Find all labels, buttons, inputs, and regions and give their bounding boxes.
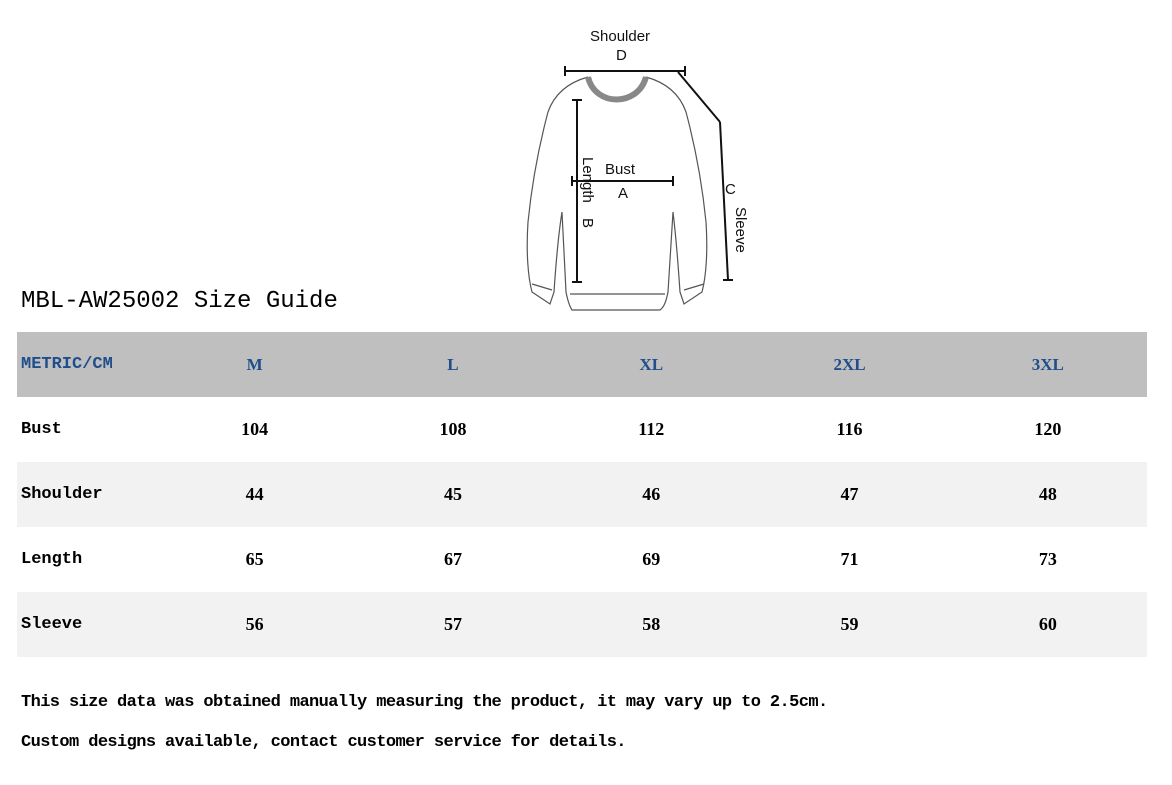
table-cell: 48 — [1038, 484, 1057, 504]
length-label: Length — [579, 157, 596, 203]
header-size-m: M — [246, 354, 263, 374]
table-cell: 69 — [642, 549, 661, 569]
header-size-3xl: 3XL — [1031, 354, 1064, 374]
row-label: Length — [21, 550, 83, 569]
table-row-bust — [17, 397, 1147, 462]
header-metric: METRIC/CM — [21, 355, 113, 374]
row-label: Bust — [21, 420, 62, 439]
table-row-shoulder — [17, 462, 1147, 527]
table-header-row — [17, 332, 1147, 397]
table-cell: 58 — [642, 614, 661, 634]
measurement-disclaimer: This size data was obtained manually measuring the product, it may vary up to 2.5cm. — [21, 693, 828, 712]
table-cell: 65 — [245, 549, 264, 569]
table-cell: 59 — [840, 614, 859, 634]
table-cell: 56 — [245, 614, 264, 634]
shoulder-label: Shoulder — [590, 28, 651, 45]
sleeve-label: Sleeve — [732, 207, 749, 253]
table-cell: 73 — [1038, 549, 1057, 569]
table-cell: 71 — [840, 549, 859, 569]
bust-label: Bust — [605, 161, 636, 178]
bust-code: A — [618, 185, 629, 202]
page-title: MBL-AW25002 Size Guide — [21, 288, 338, 315]
table-cell: 44 — [245, 484, 264, 504]
table-row-length — [17, 527, 1147, 592]
table-cell: 112 — [638, 419, 665, 439]
sweatshirt-icon — [510, 22, 770, 320]
length-code: B — [579, 218, 596, 229]
table-cell: 116 — [836, 419, 863, 439]
sleeve-code: C — [725, 181, 736, 198]
table-cell: 46 — [642, 484, 661, 504]
header-size-2xl: 2XL — [833, 354, 866, 374]
row-label: Sleeve — [21, 615, 83, 634]
table-cell: 67 — [443, 549, 462, 569]
row-label: Shoulder — [21, 485, 103, 504]
size-table — [17, 332, 1147, 657]
table-cell: 45 — [443, 484, 462, 504]
table-cell: 120 — [1034, 419, 1062, 439]
shoulder-code: D — [616, 47, 627, 64]
table-cell: 104 — [241, 419, 269, 439]
table-cell: 47 — [840, 484, 859, 504]
table-cell: 108 — [439, 419, 467, 439]
custom-designs-note: Custom designs available, contact customer service for details. — [21, 733, 626, 752]
sweatshirt-measurement-diagram — [510, 22, 770, 320]
header-size-xl: XL — [639, 354, 664, 374]
header-size-l: L — [447, 354, 459, 374]
table-cell: 57 — [443, 614, 462, 634]
table-row-sleeve — [17, 592, 1147, 657]
table-cell: 60 — [1038, 614, 1057, 634]
